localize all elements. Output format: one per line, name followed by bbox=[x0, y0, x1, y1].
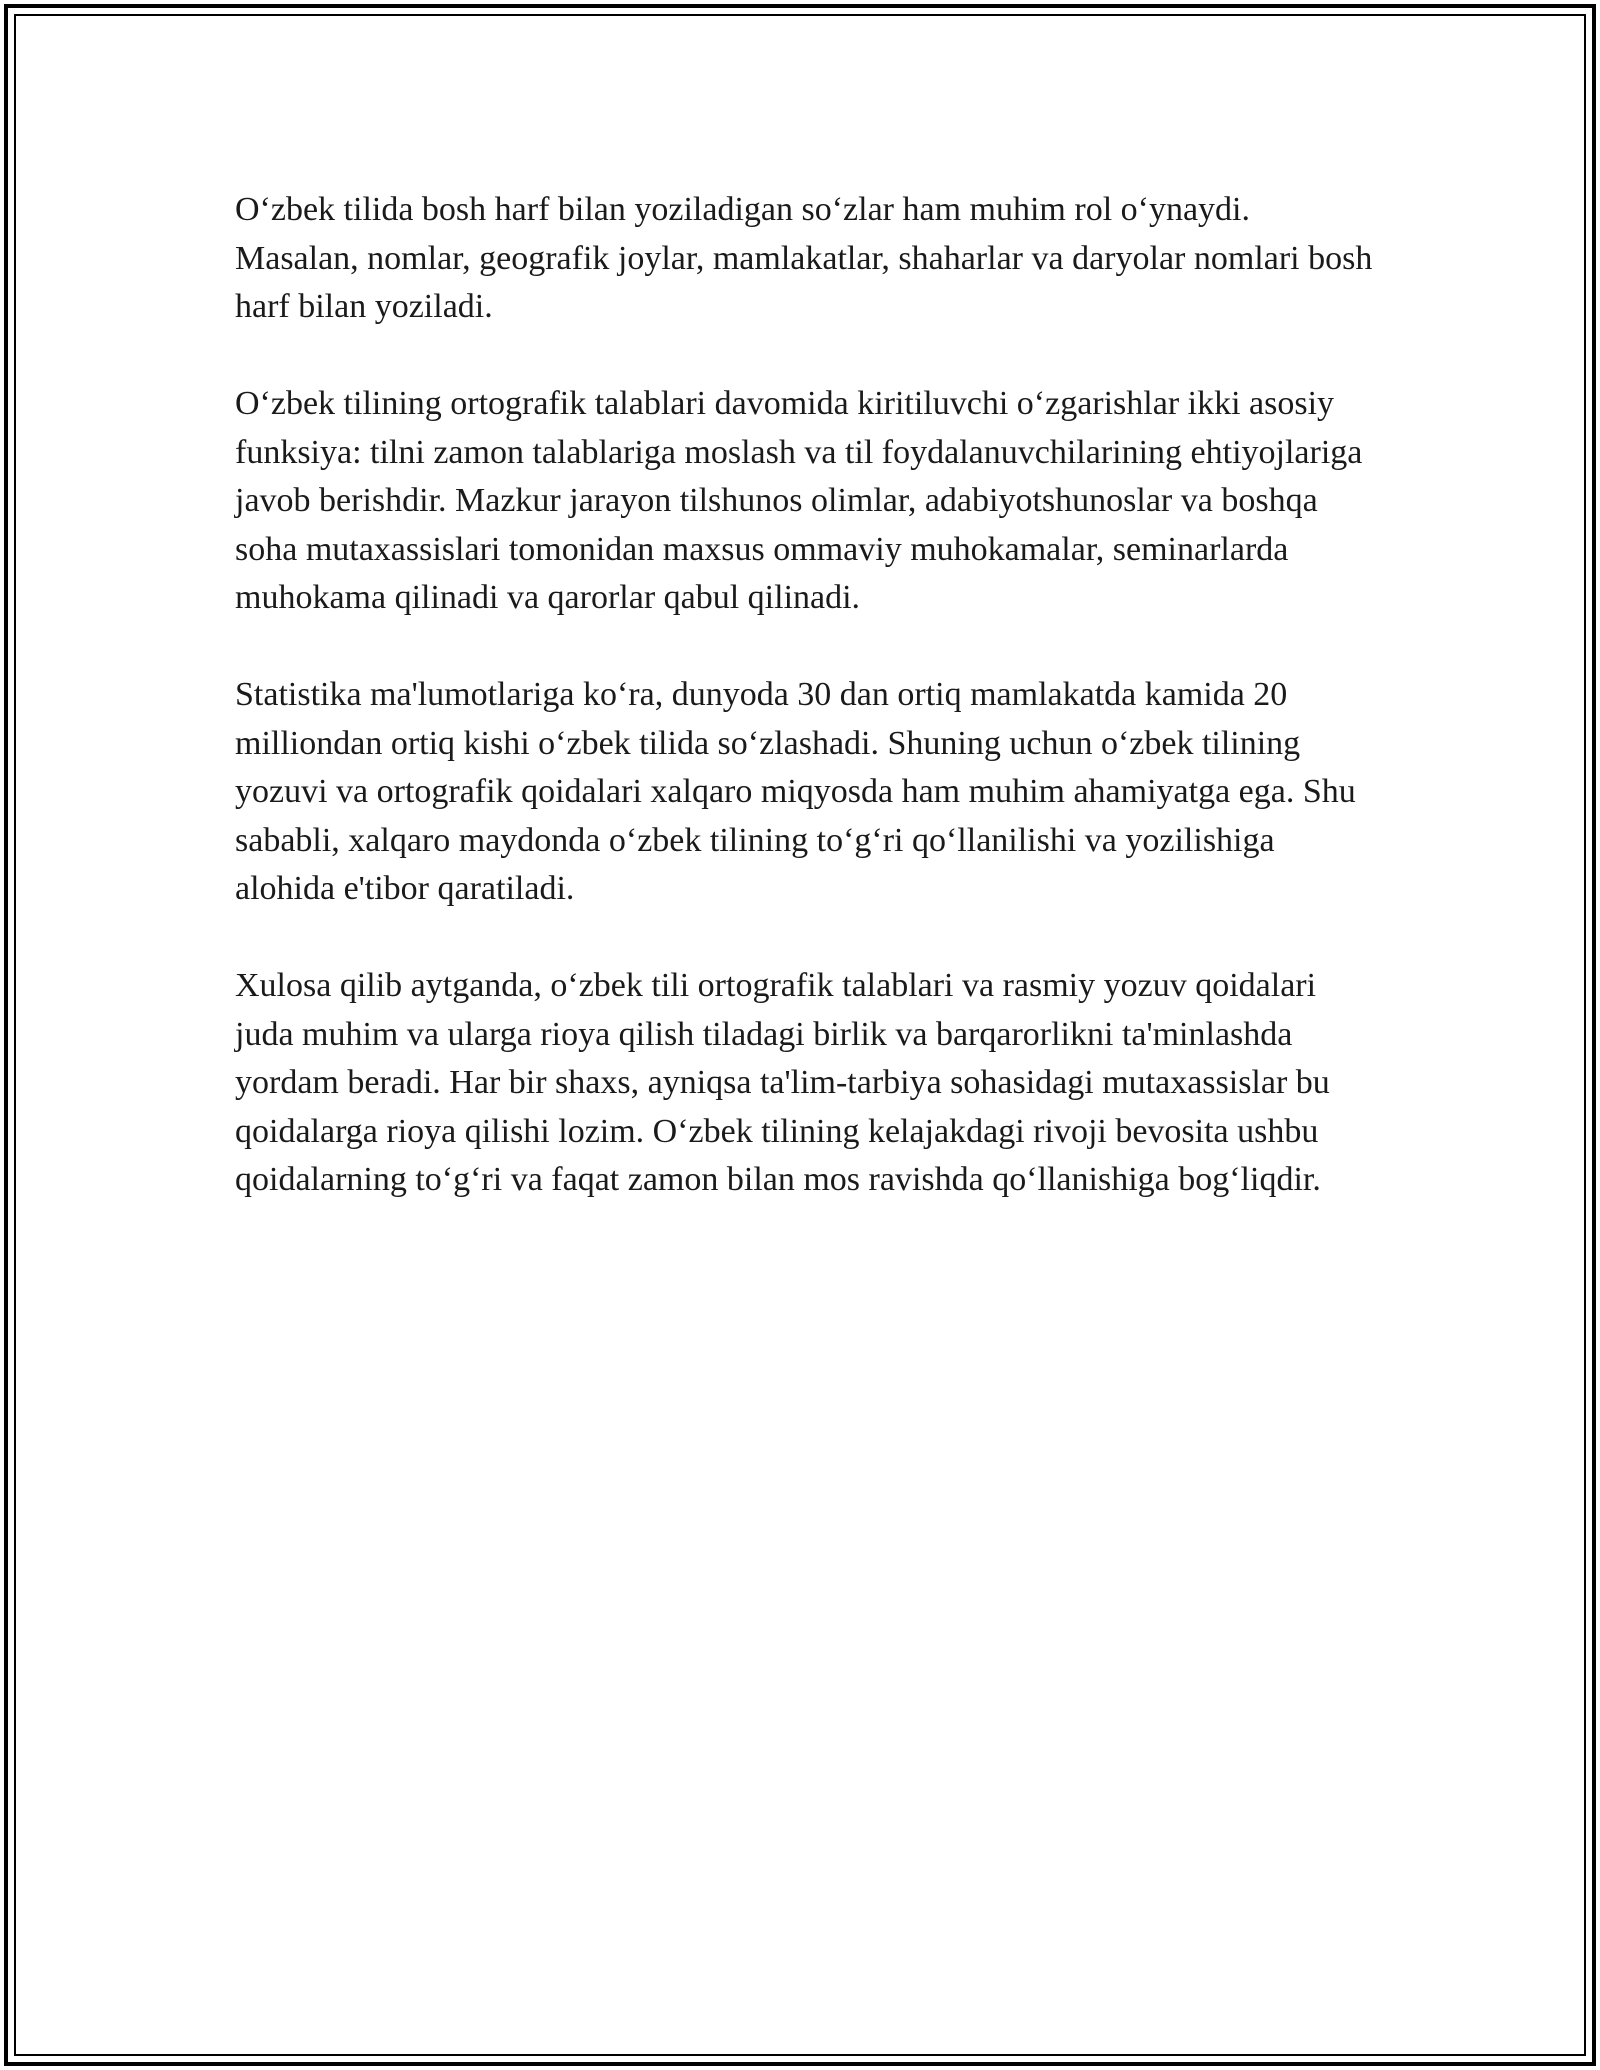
paragraph-conclusion: Xulosa qilib aytganda, o‘zbek tili ortografik talablari va rasmiy yozuv qoidalari juda muhim va ularga rioya qilish tiladagi birlik va barqarorlikni ta'minlashda yordam beradi. Har bir shaxs, ayniqsa ta'lim-tarbiya sohasidagi mutaxassislar bu qoidalarga rioya qilishi lozim. O‘zbek tilining kelajakdagi rivoji bevosita ushbu qoidalarning to‘g‘ri va faqat zamon bilan mos ravishda qo‘llanishiga bog‘liqdir. bbox=[235, 967, 1330, 1198]
paragraph-capitalization: O‘zbek tilida bosh harf bilan yoziladigan so‘zlar ham muhim rol o‘ynaydi. Masalan, nomlar, geografik joylar, mamlakatlar, shaharlar va daryolar nomlari bosh harf bilan yoziladi. bbox=[235, 191, 1373, 325]
paragraph-statistics: Statistika ma'lumotlariga ko‘ra, dunyoda 30 dan ortiq mamlakatda kamida 20 milliondan ortiq kishi o‘zbek tilida so‘zlashadi. Shuning uchun o‘zbek tilining yozuvi va ortografik qoidalari xalqaro miqyosda ham muhim ahamiyatga ega. Shu sababli, xalqaro maydonda o‘zbek tilining to‘g‘ri qo‘llanilishi va yozilishiga alohida e'tibor qaratiladi. bbox=[235, 676, 1356, 907]
paragraph-orthographic-requirements: O‘zbek tilining ortografik talablari davomida kiritiluvchi o‘zgarishlar ikki asosiy funksiya: tilni zamon talablariga moslash va til foydalanuvchilarining ehtiyojlariga javob berishdir. Mazkur jarayon tilshunos olimlar, adabiyotshunoslar va boshqa soha mutaxassislari tomonidan maxsus ommaviy muhokamalar, seminarlarda muhokama qilinadi va qarorlar qabul qilinadi. bbox=[235, 385, 1363, 616]
document-body bbox=[235, 186, 1375, 1253]
